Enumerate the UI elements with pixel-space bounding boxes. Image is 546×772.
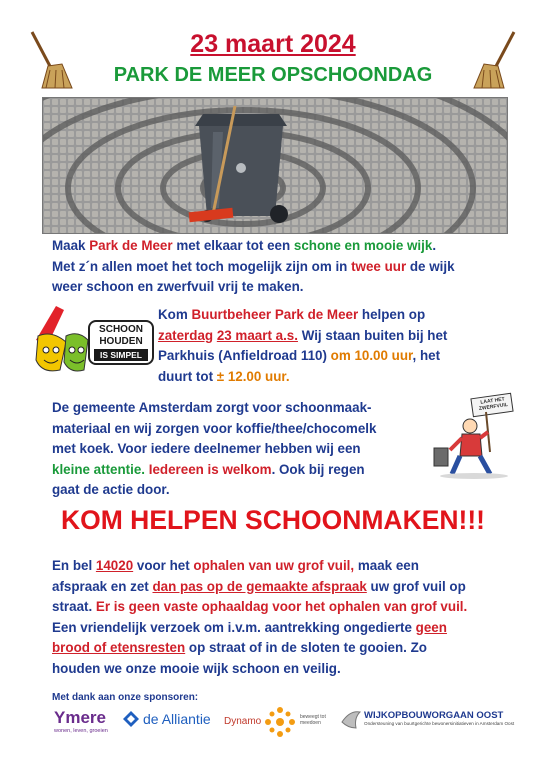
- event-location: Parkhuis (Anfieldroad 110): [158, 348, 331, 363]
- call-to-action: KOM HELPEN SCHOONMAKEN!!!: [61, 505, 485, 535]
- slogan-line: HOUDEN: [99, 336, 143, 347]
- hero-photo: [42, 97, 508, 234]
- dynamo-sun-icon: [264, 706, 296, 738]
- two-hours: twee uur: [351, 258, 407, 274]
- bread-leftovers: brood of etensresten: [52, 640, 186, 655]
- wijkopbouw-logo: [364, 710, 524, 727]
- alliantie-logo: [122, 710, 211, 728]
- waste-text: voor het: [133, 558, 194, 573]
- event-text: , het: [412, 348, 441, 363]
- info-text: kleine attentie.: [52, 461, 149, 477]
- event-date-inline: 23 maart a.s.: [216, 327, 298, 343]
- waste-text: En bel: [52, 558, 96, 573]
- info-text: materiaal en wij zorgen voor koffie/thee/chocomelk: [52, 420, 377, 436]
- info-paragraph: [52, 398, 422, 501]
- no-bread: geen: [415, 619, 447, 635]
- event-text: duurt tot: [158, 368, 217, 384]
- ymere-logo: [54, 708, 108, 734]
- event-day: zaterdag: [158, 327, 214, 343]
- cartoon-illustration: [430, 392, 516, 480]
- event-text: helpen op: [358, 307, 426, 322]
- info-text: . Ook bij regen: [271, 461, 365, 477]
- event-date-text: 23 maart 2024: [190, 30, 356, 58]
- alliantie-name: de Alliantie: [143, 711, 211, 727]
- ymere-tagline: wonen, leven, groeien: [54, 728, 108, 734]
- bulky-waste: ophalen van uw grof vuil,: [193, 558, 355, 573]
- sponsor-logos: [52, 706, 522, 742]
- wijkopbouw-name: WIJKOPBOUWORGAAN OOST: [364, 710, 504, 721]
- slogan-badge: [88, 320, 154, 365]
- event-paragraph: [158, 305, 518, 387]
- waste-paragraph: [52, 556, 522, 679]
- intro-text: de wijk: [406, 258, 455, 274]
- dynamo-tagline: beweegt tot meedoen: [300, 714, 326, 726]
- event-text: Wij staan buiten bij het: [297, 327, 448, 343]
- waste-text: houden we onze mooie wijk schoon en veilig.: [52, 660, 341, 676]
- everyone-welcome: Iedereen is welkom: [148, 461, 272, 477]
- dynamo-name: Dynamo: [224, 716, 262, 727]
- info-text: gaat de actie door.: [52, 482, 170, 497]
- end-time: ± 12.00 uur.: [216, 368, 290, 384]
- no-fixed-day: Er is geen vaste ophaaldag voor het ophalen van grof vuil.: [95, 599, 468, 614]
- wijkopbouw-tagline: Ondersteuning van buurtgerichte bewonersinitiatieven in Amsterdam Oost: [364, 721, 515, 726]
- park-name: Park de Meer: [89, 238, 173, 253]
- appointment-only: dan pas op de gemaakte afspraak: [152, 578, 367, 594]
- intro-text: met elkaar tot een: [172, 238, 294, 253]
- ymere-name: Ymere: [54, 708, 106, 727]
- waste-text: uw grof vuil op: [366, 578, 466, 594]
- alliantie-mark-icon: [122, 710, 140, 728]
- page-title: PARK DE MEER OPSCHOONDAG: [113, 64, 433, 86]
- organiser-name: Buurtbeheer Park de Meer: [191, 307, 359, 322]
- cartoon-sign-text: LAAT HET ZWERFVUIL: [478, 396, 509, 412]
- info-text: met koek. Voor iedere deelnemer hebben wij een: [52, 441, 361, 456]
- phone-number: 14020: [95, 558, 134, 573]
- intro-text: Met z´n allen moet het toch mogelijk zijn om in: [52, 258, 352, 274]
- wijkopbouw-bird-icon: [340, 708, 362, 734]
- waste-text: op straat of in de sloten te gooien. Zo: [185, 640, 427, 655]
- event-text: Kom: [158, 307, 192, 322]
- info-text: De gemeente Amsterdam zorgt voor schoonmaak-: [52, 400, 372, 415]
- waste-text: straat.: [52, 599, 96, 614]
- clean-neighbourhood: schone en mooie wijk: [293, 238, 433, 253]
- slogan-line: IS SIMPEL: [94, 349, 148, 361]
- intro-paragraph: [52, 236, 512, 298]
- sponsors-heading: Met dank aan onze sponsoren:: [52, 692, 199, 703]
- intro-text: Maak: [52, 238, 90, 253]
- intro-text: .: [432, 238, 437, 253]
- event-date: [0, 30, 546, 59]
- start-time: om 10.00 uur: [330, 348, 413, 363]
- intro-text: weer schoon en zwerfvuil vrij te maken.: [52, 279, 304, 294]
- slogan-line: SCHOON: [99, 324, 143, 335]
- schoon-houden-logo: [32, 300, 156, 378]
- waste-text: maak een: [354, 558, 419, 573]
- wheelie-bin-photo: [43, 98, 507, 233]
- waste-text: afspraak en zet: [52, 578, 153, 594]
- waste-text: Een vriendelijk verzoek om i.v.m. aantrekking ongedierte: [52, 619, 416, 635]
